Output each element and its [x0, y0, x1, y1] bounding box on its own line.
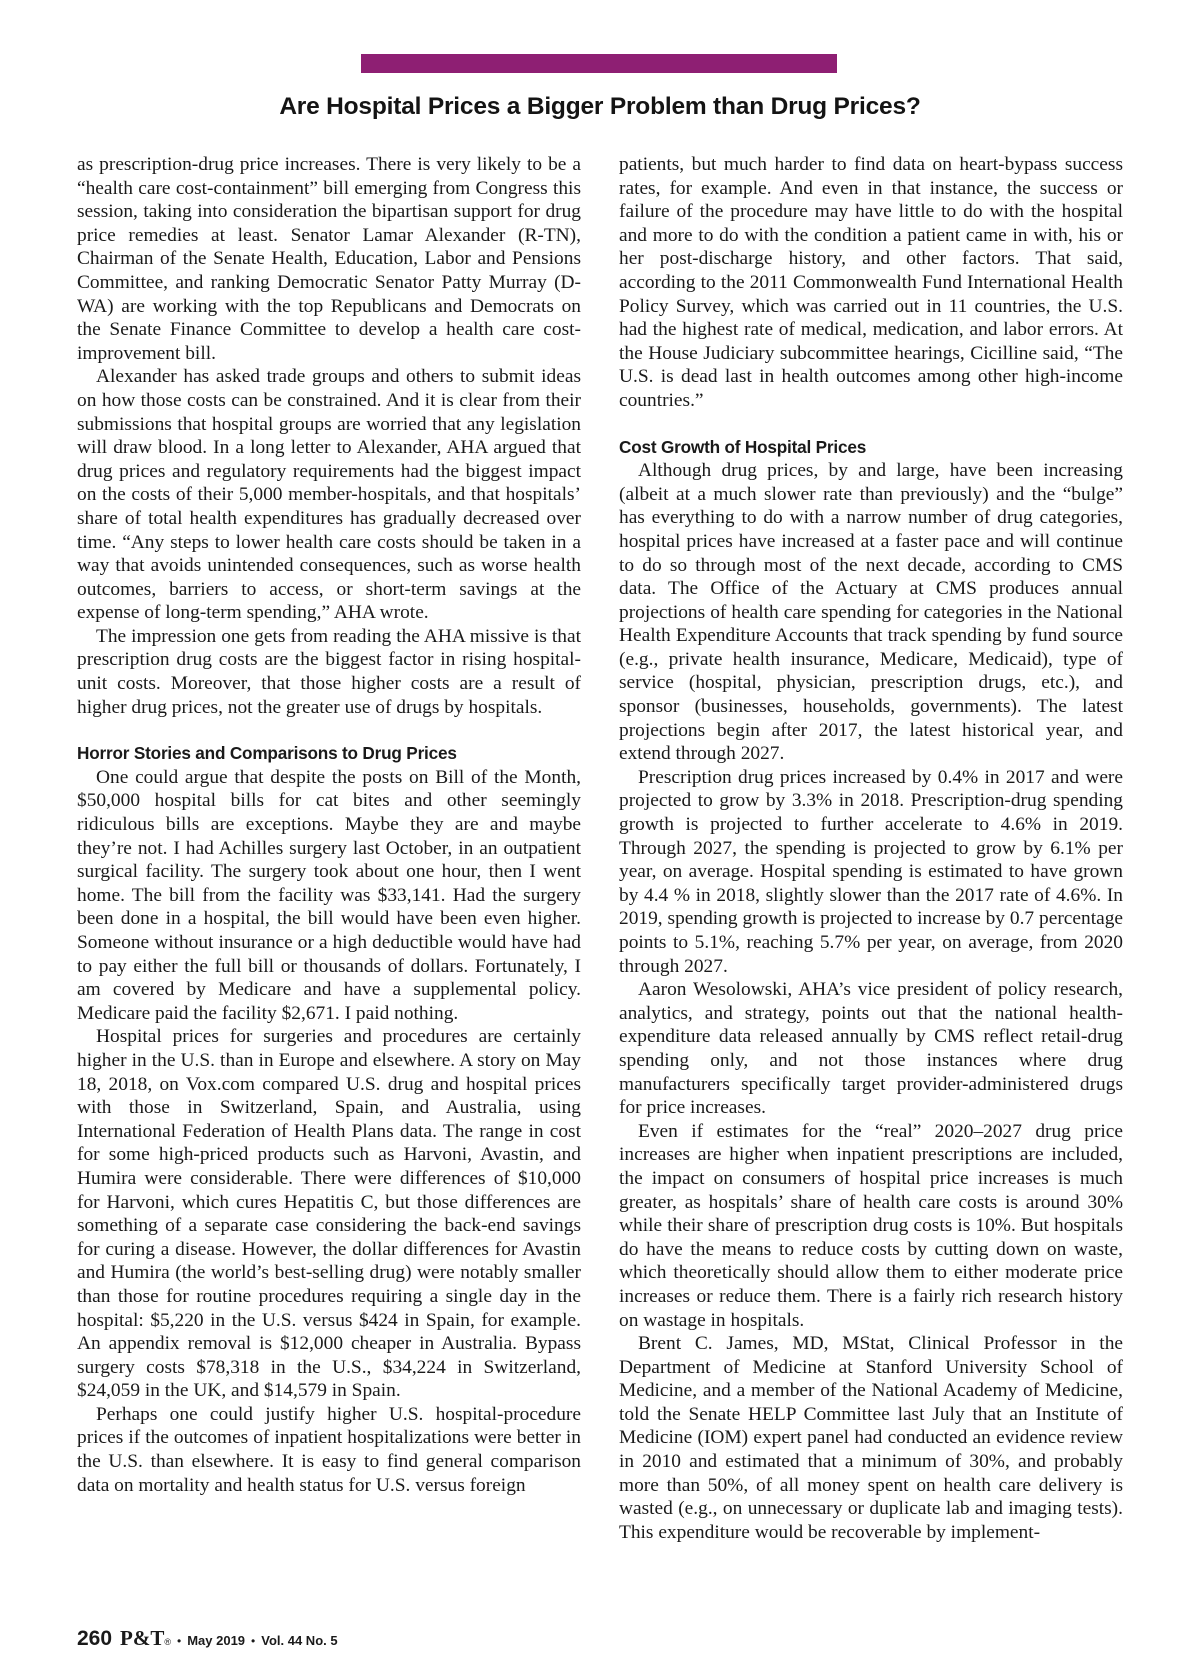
- journal-name: P&T: [120, 1626, 165, 1650]
- body-paragraph: One could argue that despite the posts on Bill of the Month, $50,000 hospital bills for cat bites and other seemingly ridiculous bills are exceptions. Maybe they are and maybe they’re not. I had Achilles surgery last October, in an outpatient surgical facility. The surgery took about one hour, then I went home. The bill from the facility was $33,141. Had the surgery been done in a hospital, the bill would have been even higher. Someone without insurance or a high deductible would have had to pay either the full bill or thousands of dollars. Fortunately, I am covered by Medicare and have a supplemental policy. Medicare paid the facility $2,671. I paid nothing.: [77, 766, 581, 1024]
- page-number: 260: [77, 1627, 113, 1650]
- footer-separator: •: [177, 1634, 182, 1648]
- issue-date: May 2019: [187, 1633, 246, 1648]
- body-paragraph: Alexander has asked trade groups and others to submit ideas on how those costs can be constrained. And it is clear from their submissions that hospital groups are worried that any legislation will draw blood. In a long letter to Alexander, AHA argued that drug prices and regulatory requirements had the biggest impact on the costs of their 5,000 member-hospitals, and that hospitals’ share of total health expenditures has gradually decreased over time. “Any steps to lower health care costs should be taken in a way that avoids unintended consequences, such as worse health outcomes, barriers to access, or short-term savings at the expense of long-term spending,” AHA wrote.: [77, 366, 581, 624]
- footer-separator: •: [251, 1634, 256, 1648]
- body-paragraph: Even if estimates for the “real” 2020–2027 drug price increases are higher when inpatient prescriptions are included, the impact on consumers of hospital price increases is much greater, as hospitals’ share of health care costs is around 30% while their share of prescription drug costs is 10%. But hospitals do have the means to reduce costs by cutting down on waste, which theoretically should allow them to either moderate price increases or reduce them. There is a fairly rich research history on wastage in hospitals.: [619, 1120, 1123, 1331]
- volume-number: Vol. 44 No. 5: [261, 1633, 338, 1648]
- left-column: [77, 153, 581, 1497]
- registered-mark: ®: [164, 1637, 172, 1647]
- body-paragraph: Brent C. James, MD, MStat, Clinical Professor in the Department of Medicine at Stanford University School of Medicine, and a member of the National Academy of Medicine, told the Senate HELP Committee last July that an Institute of Medicine (IOM) expert panel had conducted an evidence review in 2010 and estimated that a minimum of 30%, and probably more than 50%, of all money spent on health care delivery is wasted (e.g., on unnecessary or duplicate lab and imaging tests). This expenditure would be recoverable by implement-: [619, 1333, 1123, 1543]
- section-heading: Horror Stories and Comparisons to Drug Prices: [77, 743, 457, 764]
- body-paragraph: patients, but much harder to find data on heart-bypass success rates, for example. And even in that instance, the success or failure of the procedure may have little to do with the hospital and more to do with the condition a patient came in with, his or her post-discharge history, and other factors. That said, according to the 2011 Commonwealth Fund International Health Policy Survey, which was carried out in 11 countries, the U.S. had the highest rate of medical, medication, and labor errors. At the House Judiciary subcommittee hearings, Cicilline said, “The U.S. is dead last in health outcomes among other high-income countries.”: [619, 154, 1123, 411]
- running-head-title: Are Hospital Prices a Bigger Problem than Drug Prices?: [279, 93, 921, 120]
- page-footer: [77, 1626, 338, 1651]
- header-accent-bar: [361, 54, 837, 73]
- body-paragraph: as prescription-drug price increases. There is very likely to be a “health care cost-containment” bill emerging from Congress this session, taking into consideration the bipartisan support for drug price remedies at least. Senator Lamar Alexander (R-TN), Chairman of the Senate Health, Education, Labor and Pensions Committee, and ranking Democratic Senator Patty Murray (D-WA) are working with the top Republicans and Democrats on the Senate Finance Committee to develop a health care cost-improvement bill.: [77, 154, 581, 364]
- body-paragraph: Aaron Wesolowski, AHA’s vice president of policy research, analytics, and strategy, points out that the national health-expenditure data released annually by CMS reflect retail-drug spending only, and not those instances where drug manufacturers specifically target provider-administered drugs for price increases.: [619, 979, 1123, 1119]
- body-paragraph: Hospital prices for surgeries and procedures are certainly higher in the U.S. than in Europe and elsewhere. A story on May 18, 2018, on Vox.com compared U.S. drug and hospital prices with those in Switzerland, Spain, and Australia, using International Federation of Health Plans data. The range in cost for some high-priced products such as Harvoni, Avastin, and Humira were considerable. There were differences of $10,000 for Harvoni, which cures Hepatitis C, but those differences are something of a separate case considering the back-end savings for curing a disease. However, the dollar differences for Avastin and Humira (the world’s best-selling drug) were notably smaller than those for routine procedures requiring a single day in the hospital: $5,220 in the U.S. versus $424 in Spain, for example. An appendix removal is $12,000 cheaper in Australia. Bypass surgery costs $78,318 in the U.S., $34,224 in Switzerland, $24,059 in the UK, and $14,579 in Spain.: [77, 1026, 581, 1402]
- body-paragraph: Although drug prices, by and large, have been increasing (albeit at a much slower rate than previously) and the “bulge” has everything to do with a narrow number of drug categories, hospital prices have increased at a faster pace and will continue to do so through most of the next decade, according to CMS data. The Office of the Actuary at CMS produces annual projections of health care spending for categories in the National Health Expenditure Accounts that track spending by fund source (e.g., private health insurance, Medicare, Medicaid), type of service (hospital, physician, prescription drugs, etc.), and sponsor (businesses, households, governments). The latest projections begin after 2017, the latest historical year, and extend through 2027.: [619, 460, 1123, 765]
- body-paragraph: The impression one gets from reading the AHA missive is that prescription drug costs are the biggest factor in rising hospital-unit costs. Moreover, that those higher costs are a result of higher drug prices, not the greater use of drugs by hospitals.: [77, 625, 581, 718]
- body-paragraph: Prescription drug prices increased by 0.4% in 2017 and were projected to grow by 3.3% in 2018. Prescription-drug spending growth is projected to further accelerate to 4.6% in 2019. Through 2027, the spending is projected to grow by 6.1% per year, on average. Hospital spending is estimated to have grown by 4.4 % in 2018, slightly slower than the 2017 rate of 4.6%. In 2019, spending growth is projected to increase by 0.7 percentage points to 5.1%, reaching 5.7% per year, on average, from 2020 through 2027.: [619, 766, 1123, 977]
- right-column: [619, 153, 1123, 1544]
- section-heading: Cost Growth of Hospital Prices: [619, 436, 867, 457]
- body-paragraph: Perhaps one could justify higher U.S. hospital-procedure prices if the outcomes of inpatient hospitalizations were better in the U.S. than elsewhere. It is easy to find general comparison data on mortality and health status for U.S. versus foreign: [77, 1403, 581, 1496]
